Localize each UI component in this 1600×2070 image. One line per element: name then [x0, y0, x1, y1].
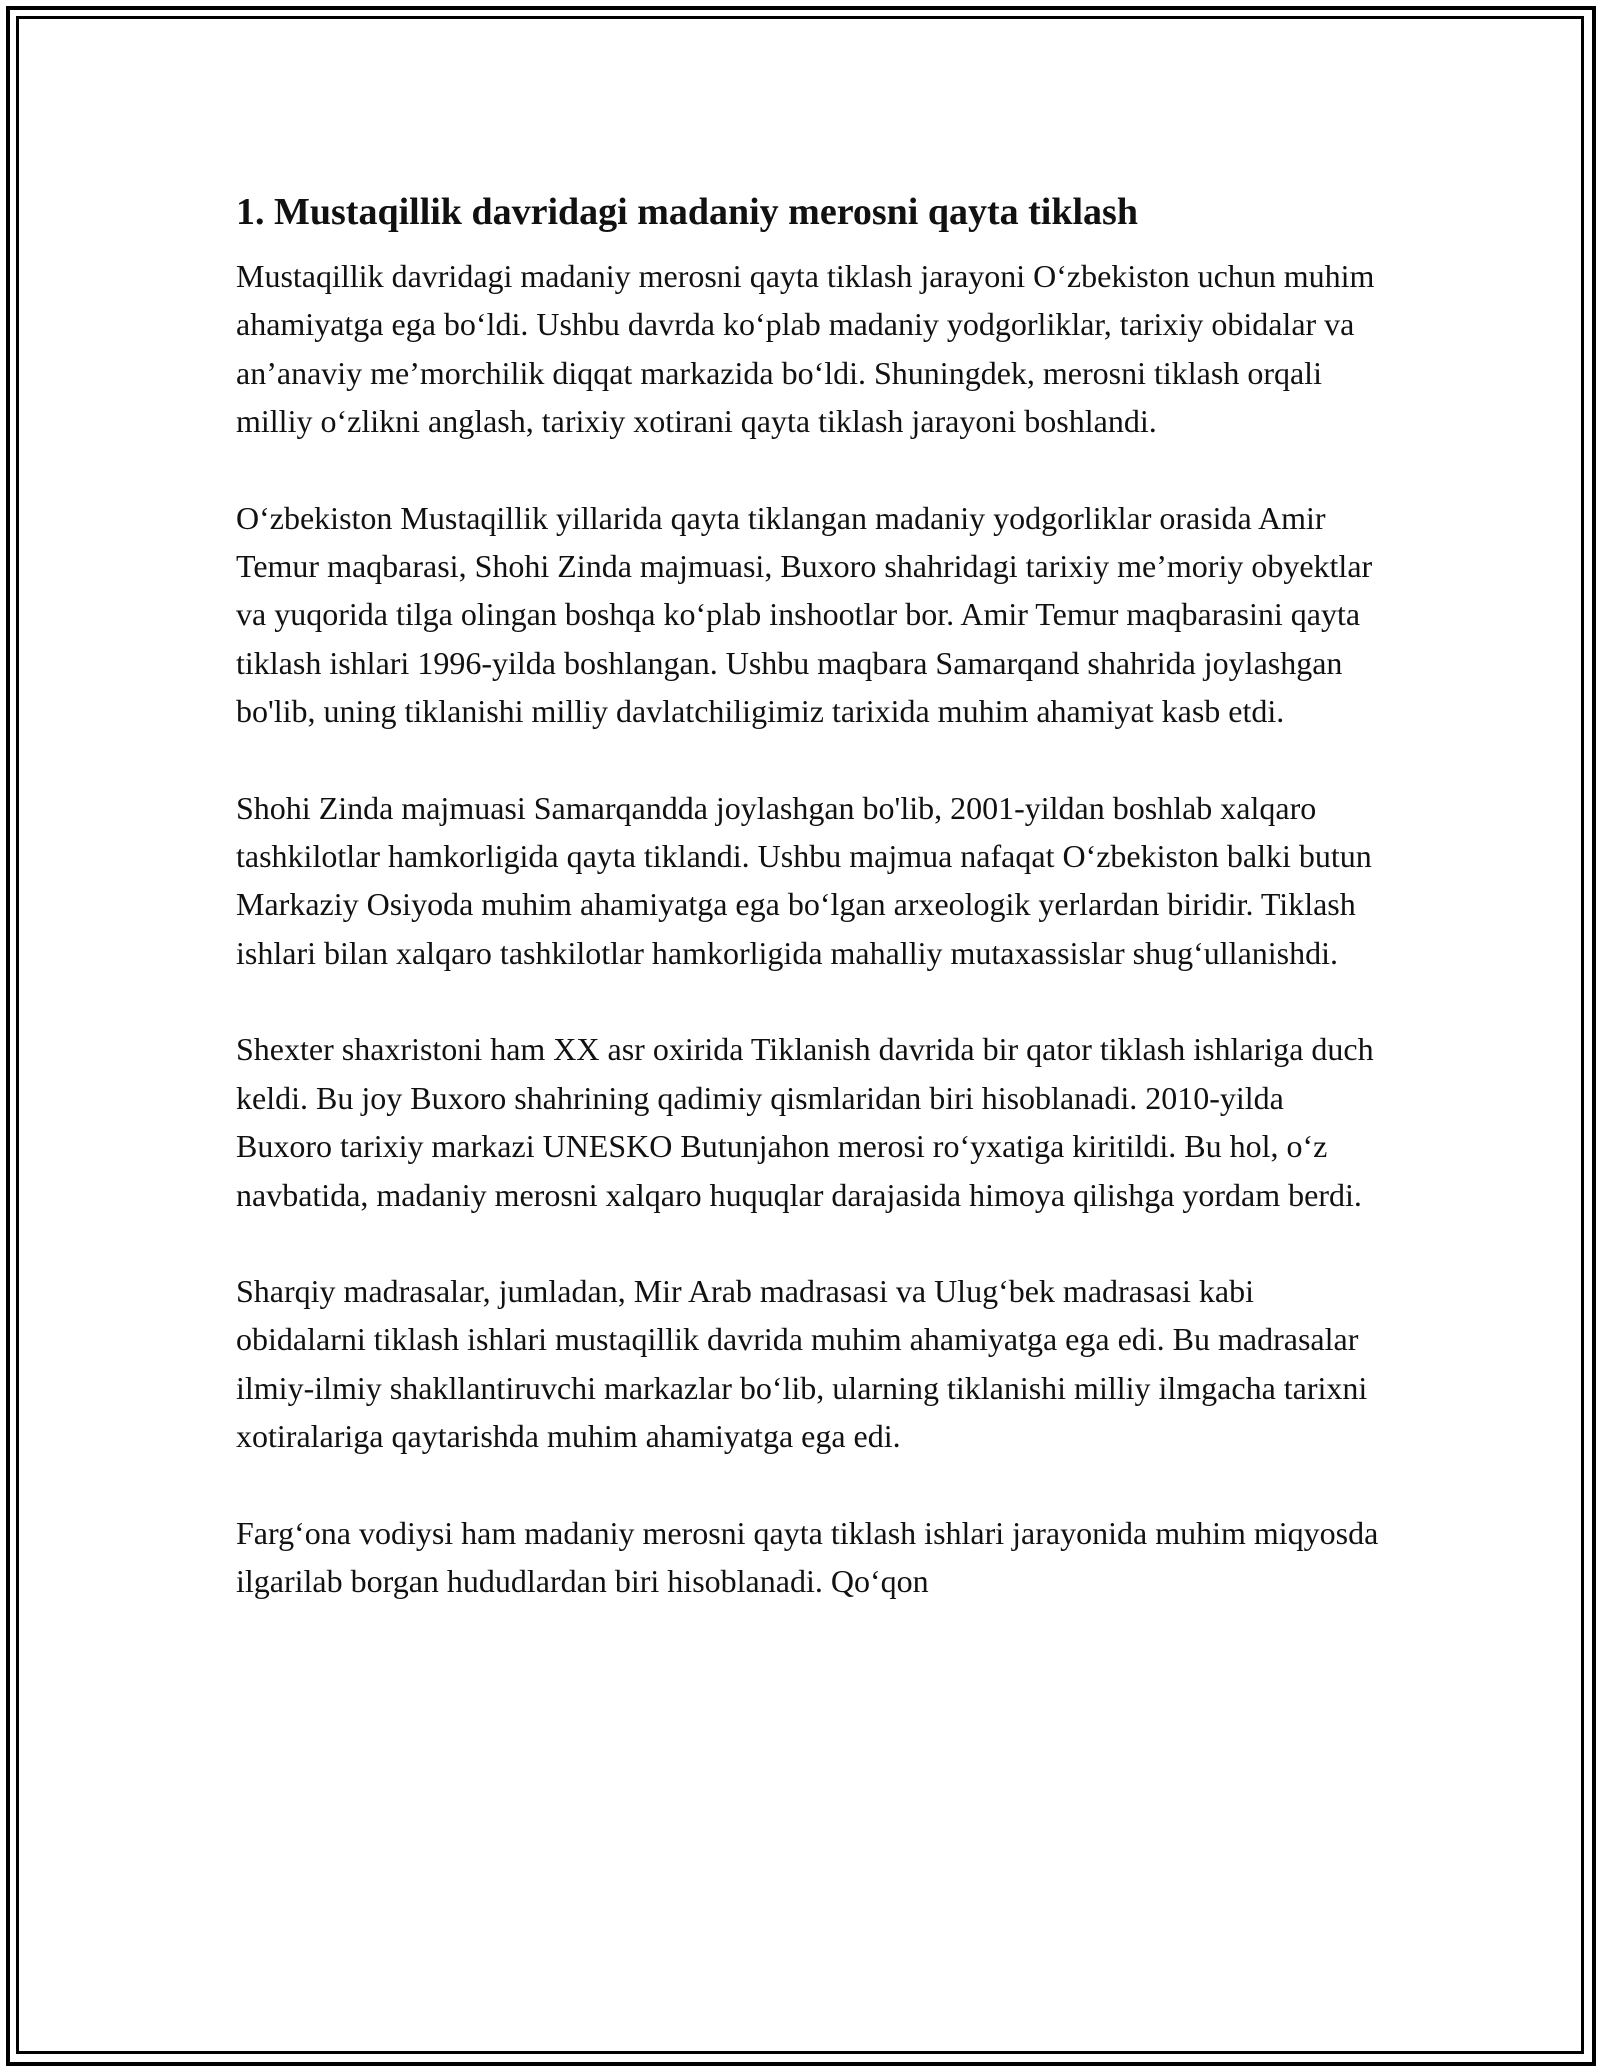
paragraph-madrasalar: Sharqiy madrasalar, jumladan, Mir Arab madrasasi va Ulug‘bek madrasasi kabi obidalarni tiklash ishlari mustaqillik davrida muhim ahamiyatga ega edi. Bu madrasalar ilmiy-ilmiy shakllantiruvchi markazlar bo‘lib, ularning tiklanishi milliy ilmgacha tarixni xotiralariga qaytarishda muhim ahamiyatga ega edi. [236, 1272, 1368, 1455]
section-heading: 1. Mustaqillik davridagi madaniy merosni qayta tiklash [236, 191, 1138, 233]
paragraph-shexter: Shexter shaxristoni ham XX asr oxirida Tiklanish davrida bir qator tiklash ishlariga duch keldi. Bu joy Buxoro shahrining qadimiy qismlaridan biri hisoblanadi. 2010-yilda Buxoro tarixiy markazi UNESKO Butunjahon merosi ro‘yxatiga kiritildi. Bu hol, o‘z navbatida, madaniy merosni xalqaro huquqlar darajasida himoya qilishga yordam berdi. [236, 1031, 1374, 1213]
paragraph-amir-temur: O‘zbekiston Mustaqillik yillarida qayta tiklangan madaniy yodgorliklar orasida Amir Temur maqbarasi, Shohi Zinda majmuasi, Buxoro shahridagi tarixiy me’moriy obyektlar va yuqorida tilga olingan boshqa ko‘plab inshootlar bor. Amir Temur maqbarasini qayta tiklash ishlari 1996-yilda boshlangan. Ushbu maqbara Samarqand shahrida joylashgan bo'lib, uning tiklanishi milliy davlatchiligimiz tarixida muhim ahamiyat kasb etdi. [236, 499, 1373, 730]
paragraph-shohi-zinda: Shohi Zinda majmuasi Samarqandda joylashgan bo'lib, 2001-yildan boshlab xalqaro tashkilotlar hamkorligida qayta tiklandi. Ushbu majmua nafaqat O‘zbekiston balki butun Markaziy Osiyoda muhim ahamiyatga ega bo‘lgan arxeologik yerlardan biridir. Tiklash ishlari bilan xalqaro tashkilotlar hamkorligida mahalliy mutaxassislar shug‘ullanishdi. [236, 789, 1372, 971]
paragraph-fargona: Farg‘ona vodiysi ham madaniy merosni qayta tiklash ishlari jarayonida muhim miqyosda ilgarilab borgan hududlardan biri hisoblanadi. Qo‘qon [236, 1514, 1379, 1599]
paragraph-intro: Mustaqillik davridagi madaniy merosni qayta tiklash jarayoni O‘zbekiston uchun muhim ahamiyatga ega bo‘ldi. Ushbu davrda ko‘plab madaniy yodgorliklar, tarixiy obidalar va an’anaviy me’morchilik diqqat markazida bo‘ldi. Shuningdek, merosni tiklash orqali milliy o‘zlikni anglash, tarixiy xotirani qayta tiklash jarayoni boshlandi. [236, 258, 1375, 440]
document-body [236, 188, 1386, 1653]
